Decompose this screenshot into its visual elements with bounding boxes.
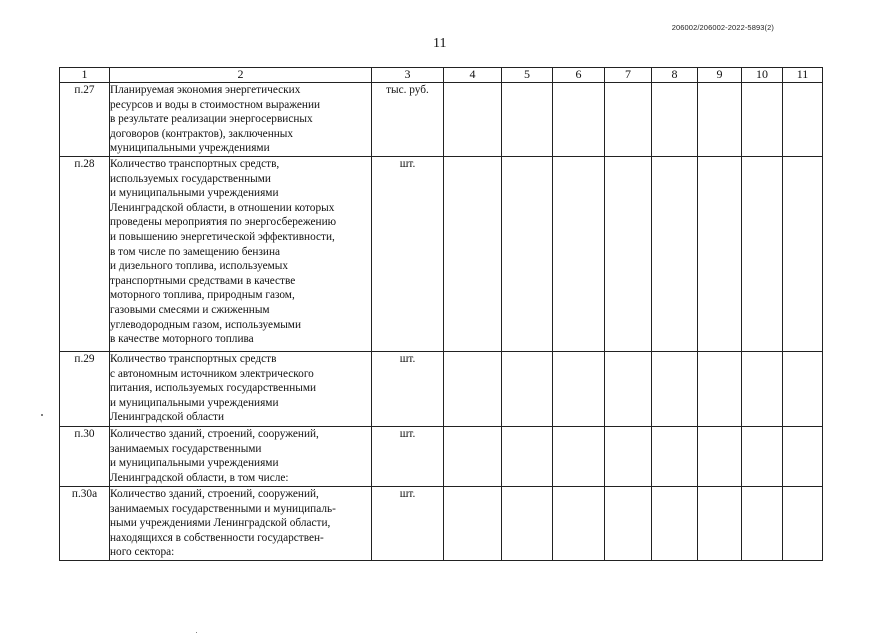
- value-cell: [444, 426, 502, 486]
- value-cell: [783, 156, 823, 351]
- value-cell: [502, 426, 553, 486]
- value-cell: [605, 486, 652, 560]
- page-number: 11: [433, 36, 447, 51]
- column-header: 7: [605, 68, 652, 83]
- table-row: [60, 351, 823, 426]
- value-cell: [502, 351, 553, 426]
- indicator-name: Количество зданий, строений, сооружений, занимаемых государственными и муниципальными учреждениями Ленинградской области, в том числе:: [110, 426, 372, 486]
- indicator-name: Планируемая экономия энергетических ресурсов и воды в стоимостном выражении в результате реализации энергосервисных договоров (контрактов), заключенных муниципальными учреждениями: [110, 83, 372, 157]
- indicators-table: [59, 67, 823, 561]
- column-header: 8: [652, 68, 698, 83]
- table-row: [60, 156, 823, 351]
- column-header: 3: [372, 68, 444, 83]
- value-cell: [698, 426, 742, 486]
- value-cell: [652, 486, 698, 560]
- document-id: 206002/206002-2022-5893(2): [671, 23, 774, 32]
- column-header: 11: [783, 68, 823, 83]
- unit-cell: шт.: [372, 426, 444, 486]
- value-cell: [742, 426, 783, 486]
- value-cell: [783, 486, 823, 560]
- column-header: 4: [444, 68, 502, 83]
- value-cell: [605, 426, 652, 486]
- value-cell: [742, 486, 783, 560]
- indicator-name: Количество транспортных средств с автономным источником электрического питания, используемых государственными и муниципальными учреждениями Ленинградской области: [110, 351, 372, 426]
- value-cell: [553, 83, 605, 157]
- value-cell: [652, 156, 698, 351]
- value-cell: [444, 156, 502, 351]
- value-cell: [444, 486, 502, 560]
- column-header: 9: [698, 68, 742, 83]
- value-cell: [742, 83, 783, 157]
- value-cell: [742, 156, 783, 351]
- value-cell: [783, 351, 823, 426]
- value-cell: [652, 351, 698, 426]
- value-cell: [444, 83, 502, 157]
- row-number: п.27: [60, 83, 110, 157]
- table-header-row: [60, 68, 823, 83]
- value-cell: [605, 83, 652, 157]
- unit-cell: шт.: [372, 156, 444, 351]
- value-cell: [502, 156, 553, 351]
- value-cell: [553, 486, 605, 560]
- column-header: 2: [110, 68, 372, 83]
- table-row: [60, 83, 823, 157]
- value-cell: [502, 486, 553, 560]
- table-row: [60, 486, 823, 560]
- value-cell: [783, 426, 823, 486]
- column-header: 5: [502, 68, 553, 83]
- row-number: п.30а: [60, 486, 110, 560]
- value-cell: [553, 426, 605, 486]
- value-cell: [605, 156, 652, 351]
- value-cell: [698, 351, 742, 426]
- column-header: 6: [553, 68, 605, 83]
- value-cell: [553, 351, 605, 426]
- value-cell: [502, 83, 553, 157]
- value-cell: [553, 156, 605, 351]
- value-cell: [444, 351, 502, 426]
- column-header: 1: [60, 68, 110, 83]
- value-cell: [783, 83, 823, 157]
- value-cell: [652, 83, 698, 157]
- indicator-name: Количество транспортных средств, используемых государственными и муниципальными учреждениями Ленинградской области, в отношении которых проведены мероприятия по энергосбережению и повышению энергетической эффективности, в том числе по замещению бензина и дизельного топлива, используемых транспортными средствами в качестве моторного топлива, природным газом, газовыми смесями и сжиженным углеводородным газом, используемыми в качестве моторного топлива: [110, 156, 372, 351]
- row-number: п.29: [60, 351, 110, 426]
- table-row: [60, 426, 823, 486]
- row-number: п.28: [60, 156, 110, 351]
- unit-cell: шт.: [372, 486, 444, 560]
- value-cell: [698, 156, 742, 351]
- unit-cell: шт.: [372, 351, 444, 426]
- value-cell: [698, 83, 742, 157]
- unit-cell: тыс. руб.: [372, 83, 444, 157]
- value-cell: [605, 351, 652, 426]
- scan-speck: [41, 414, 43, 416]
- indicator-name: Количество зданий, строений, сооружений, занимаемых государственными и муниципаль- ными учреждениями Ленинградской области, находящихся в собственности государствен- ного сектора:: [110, 486, 372, 560]
- value-cell: [698, 486, 742, 560]
- row-number: п.30: [60, 426, 110, 486]
- value-cell: [742, 351, 783, 426]
- scan-speck: [196, 632, 197, 633]
- value-cell: [652, 426, 698, 486]
- column-header: 10: [742, 68, 783, 83]
